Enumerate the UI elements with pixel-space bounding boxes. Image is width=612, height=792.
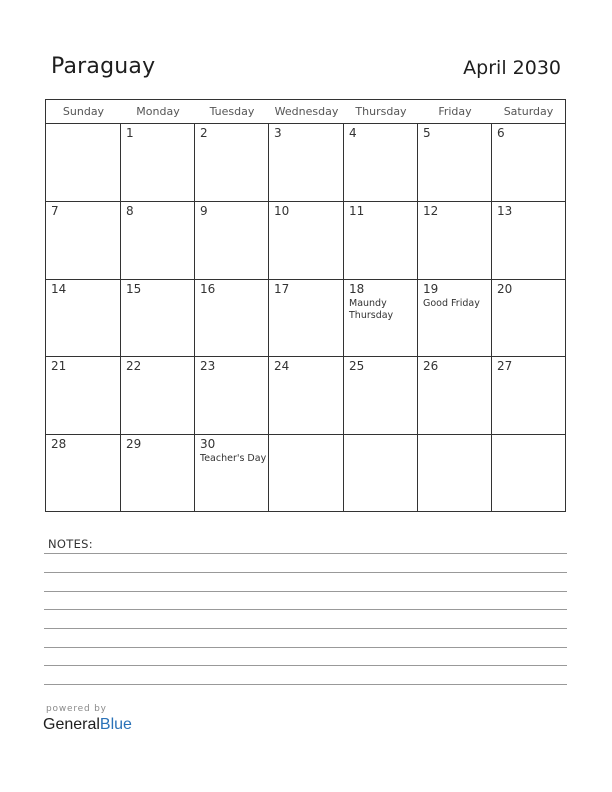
day-number: 4 <box>349 126 357 140</box>
day-number: 21 <box>51 359 67 373</box>
day-cell[interactable] <box>492 357 565 435</box>
day-number: 1 <box>126 126 134 140</box>
day-cell[interactable] <box>121 280 195 357</box>
holiday-label: Good Friday <box>423 298 480 309</box>
country-title: Paraguay <box>51 54 156 79</box>
day-number: 6 <box>497 126 505 140</box>
day-number: 14 <box>51 282 67 296</box>
day-cell[interactable] <box>344 124 418 202</box>
day-number: 17 <box>274 282 290 296</box>
week-row <box>46 435 565 511</box>
day-number: 27 <box>497 359 513 373</box>
note-line[interactable] <box>44 553 567 554</box>
brand-blue: Blue <box>99 716 132 733</box>
day-number: 18 <box>349 282 365 296</box>
day-cell[interactable] <box>269 280 344 357</box>
weekday-friday: Friday <box>438 105 472 118</box>
day-cell[interactable] <box>344 280 418 357</box>
weekday-saturday: Saturday <box>503 105 554 118</box>
note-line[interactable] <box>44 591 567 592</box>
day-cell[interactable] <box>418 202 492 280</box>
day-number: 26 <box>423 359 439 373</box>
note-line[interactable] <box>44 665 567 666</box>
note-line[interactable] <box>44 572 567 573</box>
day-cell[interactable] <box>269 202 344 280</box>
day-cell[interactable] <box>344 435 418 511</box>
day-number: 12 <box>423 204 439 218</box>
day-number: 15 <box>126 282 142 296</box>
day-number: 28 <box>51 437 67 451</box>
powered-by-text: powered by <box>46 704 107 714</box>
week-row <box>46 280 565 357</box>
day-number: 25 <box>349 359 365 373</box>
day-cell[interactable] <box>492 435 565 511</box>
weekday-thursday: Thursday <box>355 105 407 118</box>
day-cell[interactable] <box>269 435 344 511</box>
day-number: 3 <box>274 126 282 140</box>
calendar-grid <box>45 99 566 512</box>
day-number: 30 <box>200 437 216 451</box>
week-row <box>46 357 565 435</box>
day-number: 20 <box>497 282 513 296</box>
day-cell[interactable] <box>344 202 418 280</box>
day-number: 7 <box>51 204 59 218</box>
note-line[interactable] <box>44 628 567 629</box>
day-cell[interactable] <box>195 202 269 280</box>
day-cell[interactable] <box>46 280 121 357</box>
day-cell[interactable] <box>418 435 492 511</box>
generalblue-logo[interactable] <box>43 716 132 734</box>
day-number: 24 <box>274 359 290 373</box>
day-number: 8 <box>126 204 134 218</box>
weekday-header-row <box>46 100 565 124</box>
day-cell[interactable] <box>418 357 492 435</box>
day-number: 16 <box>200 282 216 296</box>
day-number: 29 <box>126 437 142 451</box>
day-cell[interactable] <box>418 124 492 202</box>
notes-label: NOTES: <box>48 537 93 551</box>
day-number: 2 <box>200 126 208 140</box>
day-cell[interactable] <box>46 124 121 202</box>
weekday-sunday: Sunday <box>62 105 105 118</box>
day-cell[interactable] <box>46 435 121 511</box>
day-cell[interactable] <box>121 435 195 511</box>
day-number: 23 <box>200 359 216 373</box>
day-cell[interactable] <box>46 357 121 435</box>
day-number: 22 <box>126 359 142 373</box>
holiday-label: Teacher's Day <box>200 453 267 464</box>
day-cell[interactable] <box>344 357 418 435</box>
day-cell[interactable] <box>195 357 269 435</box>
day-cell[interactable] <box>195 435 269 511</box>
day-number: 10 <box>274 204 290 218</box>
note-line[interactable] <box>44 684 567 685</box>
weekday-wednesday: Wednesday <box>274 105 339 118</box>
weekday-monday: Monday <box>136 105 180 118</box>
day-cell[interactable] <box>195 280 269 357</box>
week-row <box>46 124 565 202</box>
month-year-title: April 2030 <box>463 57 561 79</box>
brand-general: General <box>43 716 100 733</box>
day-cell[interactable] <box>121 124 195 202</box>
day-number: 5 <box>423 126 431 140</box>
day-cell[interactable] <box>269 357 344 435</box>
note-line[interactable] <box>44 647 567 648</box>
holiday-label: Maundy Thursday <box>349 298 394 321</box>
note-line[interactable] <box>44 609 567 610</box>
weekday-tuesday: Tuesday <box>209 105 255 118</box>
day-cell[interactable] <box>418 280 492 357</box>
day-number: 11 <box>349 204 365 218</box>
week-row <box>46 202 565 280</box>
day-cell[interactable] <box>492 280 565 357</box>
day-cell[interactable] <box>121 357 195 435</box>
day-cell[interactable] <box>269 124 344 202</box>
day-cell[interactable] <box>46 202 121 280</box>
day-number: 9 <box>200 204 208 218</box>
day-number: 13 <box>497 204 513 218</box>
day-cell[interactable] <box>195 124 269 202</box>
day-number: 19 <box>423 282 439 296</box>
day-cell[interactable] <box>492 202 565 280</box>
day-cell[interactable] <box>121 202 195 280</box>
day-cell[interactable] <box>492 124 565 202</box>
